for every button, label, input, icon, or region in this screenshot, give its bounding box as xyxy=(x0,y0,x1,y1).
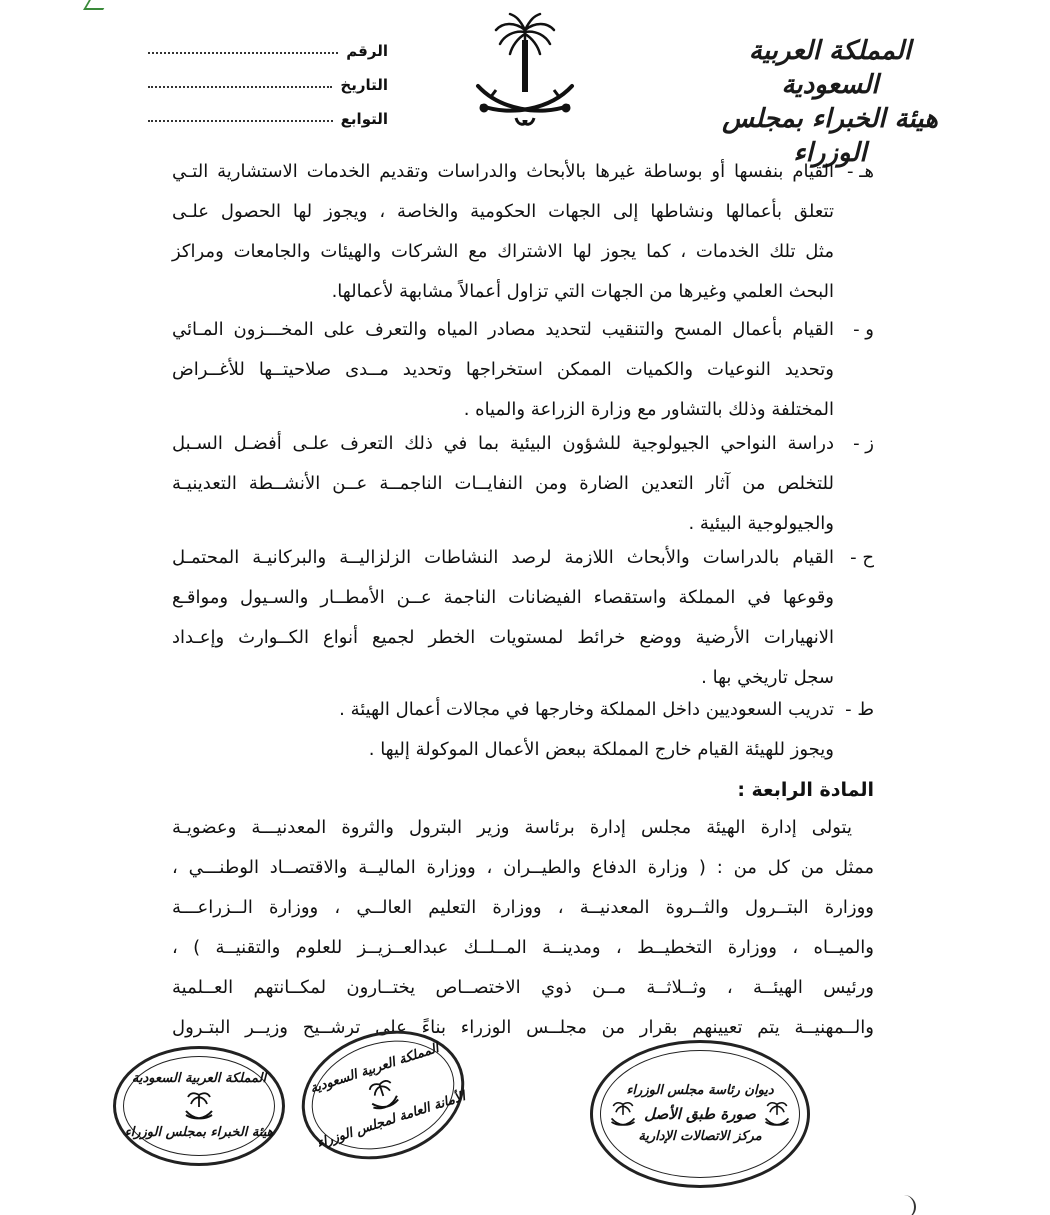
field-attachments xyxy=(148,94,388,128)
palm-swords-emblem-icon xyxy=(182,1089,216,1123)
text-line: تدريب السعوديين داخل المملكة وخارجها في مجالات أعمال الهيئة . xyxy=(339,699,834,720)
text-line: المختلفة وذلك بالتشاور مع وزارة الزراعة والمياه . xyxy=(463,399,834,420)
clause-item xyxy=(172,424,874,544)
clause-item xyxy=(172,310,874,430)
stamp-text-bottom: مركز الاتصالات الإدارية xyxy=(638,1129,762,1144)
field-attachments-line xyxy=(148,120,333,122)
palm-swords-emblem-icon xyxy=(608,1099,638,1129)
text-line: يتولى إدارة الهيئة مجلس إدارة برئاسة وزير البترول والثروة المعدنيـــة وعضويـة xyxy=(172,817,852,838)
org-name-line2: هيئة الخبراء بمجلس الوزراء xyxy=(722,104,938,168)
clause-text xyxy=(172,152,834,312)
field-date-label: التاريخ xyxy=(340,76,388,94)
clause-text xyxy=(172,690,834,770)
field-number-line xyxy=(148,52,338,54)
stamp-text-bottom: الأمانة العامة لمجلس الوزراء xyxy=(315,1089,468,1152)
page-corner-mark xyxy=(898,1195,916,1215)
clause-letter: و - xyxy=(853,319,874,340)
text-line: مثل تلك الخدمات ، كما يجوز لها الاشتراك مع الشركات والهيئات والجامعات ومراكز xyxy=(172,241,834,262)
stamp-text-top: المملكة العربية السعودية xyxy=(131,1071,267,1086)
article-heading: المادة الرابعة : xyxy=(737,779,874,801)
stamp-center-row xyxy=(608,1099,792,1129)
field-number xyxy=(148,26,388,60)
text-line: وتحديد النوعيات والكميات الممكن استخراجها وتحديد مــدى صلاحيتــها للأغــراض xyxy=(172,359,834,380)
text-line: والميــاه ، ووزارة التخطيــط ، ومدينــة المــلــك عبدالعــزيــز للعلوم والتقنيــة ) ، xyxy=(172,937,874,958)
official-stamp-certified-copy xyxy=(590,1040,810,1188)
text-line: سجل تاريخي بها . xyxy=(701,667,834,688)
text-line: الانهيارات الأرضية ووضع خرائط لمستويات الخطر لجميع أنواع الكــوارث وإعـداد xyxy=(172,627,834,648)
article-body xyxy=(172,808,874,1048)
clause-text xyxy=(172,310,834,430)
clause-text xyxy=(172,424,834,544)
clause-item xyxy=(172,538,874,698)
text-line: للتخلص من آثار التعدين الضارة ومن النفايــات الناجمــة عــن الأنشــطة التعدينيـة xyxy=(172,473,834,494)
clause-letter: ز - xyxy=(853,433,874,454)
text-line: ووزارة البتــرول والثــروة المعدنيــة ، ووزارة التعليم العالــي ، ووزارة الــزراعـــة xyxy=(172,897,874,918)
field-date xyxy=(148,60,388,94)
field-number-label: الرقم xyxy=(346,42,388,60)
organization-header xyxy=(710,34,950,170)
field-attachments-label: التوابع xyxy=(340,110,388,128)
text-line: البحث العلمي وغيرها من الجهات التي تزاول أعمالاً مشابهة لأعمالها. xyxy=(331,281,834,302)
palm-swords-emblem-icon xyxy=(470,10,580,132)
field-date-line xyxy=(148,86,332,88)
corner-mark xyxy=(83,0,109,10)
text-line: ممثل من كل من : ( وزارة الدفاع والطيــران ، ووزارة الماليــة والاقتصــاد الوطنـــي ، xyxy=(172,857,874,878)
clause-letter: ط - xyxy=(845,699,874,720)
official-stamp-experts xyxy=(113,1046,285,1166)
stamp-text-top: ديوان رئاسة مجلس الوزراء xyxy=(626,1083,774,1098)
reference-fields xyxy=(148,26,388,128)
stamp-text-bottom: هيئة الخبراء بمجلس الوزراء xyxy=(124,1125,274,1140)
text-line: وقوعها في المملكة واستقصاء الفيضانات الناجمة عــن الأمطــار والسـيول ومواقـع xyxy=(172,587,834,608)
text-line: القيام بالدراسات والأبحاث اللازمة لرصد النشاطات الزلزاليــة والبركانيـة المحتمـل xyxy=(172,547,834,568)
stamp-text-middle: صورة طبق الأصل xyxy=(644,1105,756,1123)
clause-letter: ح - xyxy=(850,547,874,568)
text-line: القيام بأعمال المسح والتنقيب لتحديد مصادر المياه والتعرف على المخـــزون المـائي xyxy=(172,319,834,340)
palm-swords-emblem-icon xyxy=(762,1099,792,1129)
stamp-text-top: المملكة العربية السعودية xyxy=(308,1040,441,1097)
text-line: ورئيس الهيئــة ، وثــلاثــة مــن ذوي الاختصــاص يختــارون لمكــانتهم العــلمية xyxy=(172,977,874,998)
text-line: والــمهنيــة يتم تعيينهم بقرار من مجلــس الوزراء بناءً على ترشــيح وزيــر البتـرول xyxy=(172,1017,874,1038)
clause-letter: هـ - xyxy=(847,161,874,182)
text-line: تتعلق بأعمالها ونشاطها إلى الجهات الحكومية والخاصة ، ويجوز لها الحصول علـى xyxy=(172,201,834,222)
clause-item xyxy=(172,690,874,770)
clause-text xyxy=(172,538,834,698)
org-name-line1: المملكة العربية السعودية xyxy=(748,36,912,100)
clause-item xyxy=(172,152,874,312)
text-line: دراسة النواحي الجيولوجية للشؤون البيئية بما في ذلك التعرف علـى أفضـل السـبل xyxy=(172,433,834,454)
clause-note: ويجوز للهيئة القيام خارج المملكة ببعض الأعمال الموكولة إليها . xyxy=(368,739,834,760)
text-line: القيام بنفسها أو بوساطة غيرها بالأبحاث والدراسات وتقديم الخدمات الاستشارية التـي xyxy=(172,161,834,182)
text-line: والجيولوجية البيئية . xyxy=(688,513,834,534)
